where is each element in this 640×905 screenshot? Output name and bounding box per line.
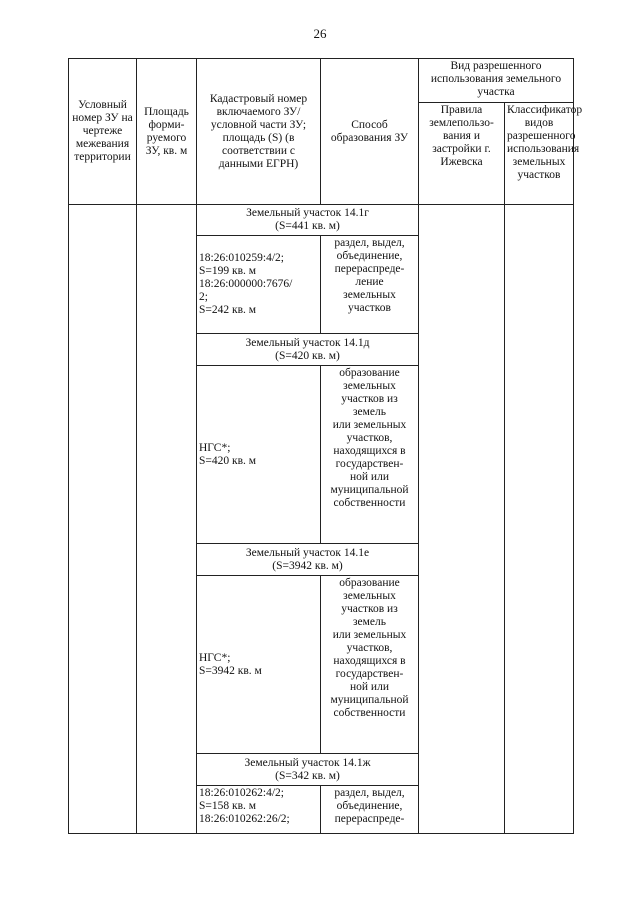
cadastral-cell: НГС*; S=420 кв. м: [197, 366, 321, 544]
use-classifier-cell: [505, 205, 574, 834]
method-cell: раздел, выдел, объединение, перераспреде-: [321, 786, 419, 834]
header-plot-number: Условный номер ЗУ на чертеже межевания территории: [69, 59, 137, 205]
land-plot-table: [68, 58, 583, 834]
zoning-rules-cell: [419, 205, 505, 834]
header-formation-method: Способ образования ЗУ: [321, 59, 419, 205]
plot-number-cell: [69, 205, 137, 834]
section-title: Земельный участок 14.1д (S=420 кв. м): [197, 334, 419, 366]
section-title: Земельный участок 14.1е (S=3942 кв. м): [197, 544, 419, 576]
plot-area-cell: [137, 205, 197, 834]
section-title: Земельный участок 14.1г (S=441 кв. м): [197, 205, 419, 236]
header-row-1: [69, 59, 574, 103]
cadastral-cell: 18:26:010259:4/2; S=199 кв. м 18:26:000000:7676/ 2; S=242 кв. м: [197, 236, 321, 334]
method-cell: образование земельных участков из земель или земельных участков, находящихся в государствен- ной или муниципальной собственности: [321, 366, 419, 544]
header-permitted-use-group: Вид разрешенного использования земельного участка: [419, 59, 574, 103]
page-number: 26: [313, 26, 327, 41]
section-title-row: [69, 205, 574, 236]
method-cell: образование земельных участков из земель или земельных участков, находящихся в государствен- ной или муниципальной собственности: [321, 576, 419, 754]
header-plot-area: Площадь форми-руемого ЗУ, кв. м: [137, 59, 197, 205]
cadastral-cell: НГС*; S=3942 кв. м: [197, 576, 321, 754]
header-cadastral-number: Кадастровый номер включаемого ЗУ/ условной части ЗУ; площадь (S) (в соответствии с данными ЕГРН): [197, 59, 321, 205]
header-zoning-rules: Правила землепользо-вания и застройки г. Ижевска: [419, 103, 505, 205]
cadastral-cell: 18:26:010262:4/2; S=158 кв. м 18:26:010262:26/2;: [197, 786, 321, 834]
section-title: Земельный участок 14.1ж (S=342 кв. м): [197, 754, 419, 786]
method-cell: раздел, выдел, объединение, перераспреде- ление земельных участков: [321, 236, 419, 334]
header-use-classifier: Классификатор видов разрешенного использования земельных участков: [505, 103, 574, 205]
